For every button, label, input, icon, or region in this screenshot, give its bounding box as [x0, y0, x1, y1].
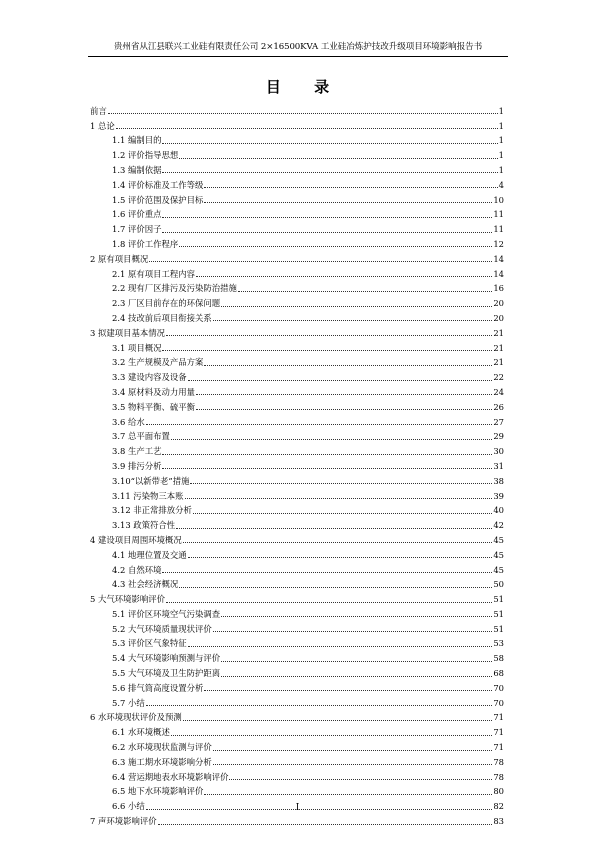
toc-entry-section[interactable] — [90, 457, 504, 472]
toc-dot-leader — [149, 261, 492, 262]
toc-entry-chapter[interactable] — [90, 812, 504, 827]
toc-dot-leader — [162, 454, 492, 455]
toc-entry-label: 1.5 评价范围及保护目标 — [112, 194, 204, 205]
toc-entry-label: 1.4 评价标准及工作等级 — [112, 179, 204, 190]
toc-entry-chapter[interactable] — [90, 102, 504, 117]
toc-dot-leader — [190, 483, 492, 484]
toc-entry-chapter[interactable] — [90, 250, 504, 265]
toc-entry-chapter[interactable] — [90, 324, 504, 339]
toc-entry-section[interactable] — [90, 649, 504, 664]
toc-entry-section[interactable] — [90, 620, 504, 635]
toc-entry-label: 3.7 总平面布置 — [112, 431, 170, 442]
toc-entry-page: 51 — [493, 594, 504, 605]
table-of-contents — [90, 102, 504, 827]
toc-entry-page: 70 — [493, 697, 504, 708]
toc-entry-label: 2.4 技改前后项目衔接关系 — [112, 312, 212, 323]
toc-dot-leader — [221, 676, 492, 677]
toc-entry-label: 3.13 政策符合性 — [112, 520, 176, 531]
toc-entry-page: 1 — [498, 105, 504, 116]
toc-entry-label: 3.3 建设内容及设备 — [112, 372, 187, 383]
toc-dot-leader — [213, 750, 493, 751]
toc-entry-label: 5.2 大气环境质量现状评价 — [112, 623, 212, 634]
toc-entry-label: 1.2 评价指导思想 — [112, 150, 179, 161]
toc-entry-page: 10 — [493, 194, 504, 205]
toc-entry-section[interactable] — [90, 768, 504, 783]
toc-entry-label: 2.2 现有厂区排污及污染防治措施 — [112, 283, 237, 294]
toc-entry-page: 71 — [493, 742, 504, 753]
toc-entry-page: 21 — [493, 357, 504, 368]
toc-entry-page: 21 — [493, 327, 504, 338]
toc-dot-leader — [204, 690, 492, 691]
toc-dot-leader — [238, 291, 492, 292]
toc-entry-page: 80 — [493, 786, 504, 797]
toc-entry-section[interactable] — [90, 635, 504, 650]
toc-entry-page: 38 — [493, 475, 504, 486]
toc-entry-label: 1.7 评价因子 — [112, 224, 162, 235]
toc-entry-section[interactable] — [90, 694, 504, 709]
toc-entry-label: 6.5 地下水环境影响评价 — [112, 786, 204, 797]
toc-entry-page: 82 — [493, 801, 504, 812]
toc-dot-leader — [196, 409, 492, 410]
toc-dot-leader — [213, 764, 493, 765]
toc-entry-label: 1 总论 — [90, 120, 115, 131]
toc-entry-page: 14 — [493, 268, 504, 279]
toc-dot-leader — [162, 172, 497, 173]
toc-entry-label: 5.6 排气筒高度设置分析 — [112, 682, 204, 693]
toc-entry-page: 30 — [493, 446, 504, 457]
toc-dot-leader — [204, 794, 492, 795]
toc-dot-leader — [196, 276, 492, 277]
toc-entry-label: 2.3 厂区目前存在的环保问题 — [112, 298, 221, 309]
toc-entry-label: 3.11 污染物三本账 — [112, 490, 184, 501]
toc-dot-leader — [162, 232, 492, 233]
toc-entry-section[interactable] — [90, 664, 504, 679]
toc-entry-page: 21 — [493, 342, 504, 353]
toc-entry-page: 50 — [493, 579, 504, 590]
toc-entry-section[interactable] — [90, 753, 504, 768]
toc-entry-page: 78 — [493, 756, 504, 767]
toc-entry-label: 3.2 生产规模及产品方案 — [112, 357, 204, 368]
toc-entry-page: 24 — [493, 386, 504, 397]
toc-entry-section[interactable] — [90, 146, 504, 161]
toc-dot-leader — [185, 498, 493, 499]
toc-entry-page: 70 — [493, 682, 504, 693]
toc-dot-leader — [166, 335, 492, 336]
toc-entry-section[interactable] — [90, 132, 504, 147]
toc-entry-chapter[interactable] — [90, 531, 504, 546]
toc-dot-leader — [188, 557, 493, 558]
toc-entry-section[interactable] — [90, 383, 504, 398]
toc-entry-label: 2 原有项目概况 — [90, 253, 149, 264]
toc-dot-leader — [183, 720, 493, 721]
running-header: 贵州省从江县联兴工业硅有限责任公司 2×16500KVA 工业硅冶炼护技改升级项目环境影响报告书 — [113, 42, 483, 52]
toc-entry-page: 45 — [493, 564, 504, 575]
toc-dot-leader — [146, 705, 493, 706]
toc-entry-page: 12 — [493, 238, 504, 249]
toc-dot-leader — [188, 646, 493, 647]
toc-entry-page: 45 — [493, 549, 504, 560]
toc-entry-label: 5 大气环境影响评价 — [90, 594, 165, 605]
toc-dot-leader — [179, 246, 492, 247]
toc-entry-page: 71 — [493, 727, 504, 738]
toc-entry-section[interactable] — [90, 265, 504, 280]
toc-entry-label: 5.1 评价区环境空气污染调查 — [112, 608, 221, 619]
toc-entry-label: 6 水环境现状评价及预测 — [90, 712, 182, 723]
toc-entry-label: 7 声环境影响评价 — [90, 816, 157, 827]
toc-entry-section[interactable] — [90, 487, 504, 502]
toc-entry-label: 5.5 大气环境及卫生防护距离 — [112, 668, 221, 679]
toc-entry-page: 68 — [493, 668, 504, 679]
toc-entry-page: 20 — [493, 298, 504, 309]
toc-entry-label: 3.6 给水 — [112, 416, 145, 427]
toc-dot-leader — [146, 424, 493, 425]
toc-entry-label: 3.5 物料平衡、硫平衡 — [112, 401, 195, 412]
toc-entry-page: 14 — [493, 253, 504, 264]
toc-entry-label: 6.3 施工期水环境影响分析 — [112, 756, 212, 767]
toc-entry-label: 4.3 社会经济概况 — [112, 579, 179, 590]
toc-entry-page: 51 — [493, 623, 504, 634]
toc-entry-page: 42 — [493, 520, 504, 531]
toc-entry-page: 29 — [493, 431, 504, 442]
toc-entry-section[interactable] — [90, 516, 504, 531]
toc-entry-label: 3.9 排污分析 — [112, 460, 162, 471]
toc-entry-label: 3.12 非正常排放分析 — [112, 505, 192, 516]
toc-entry-label: 4.1 地理位置及交通 — [112, 549, 187, 560]
page-number: I — [295, 803, 300, 813]
toc-entry-section[interactable] — [90, 679, 504, 694]
toc-dot-leader — [183, 542, 493, 543]
toc-entry-section[interactable] — [90, 309, 504, 324]
toc-entry-section[interactable] — [90, 398, 504, 413]
toc-entry-label: 4.2 自然环境 — [112, 564, 162, 575]
toc-title: 目 录 — [265, 78, 344, 96]
toc-dot-leader — [221, 306, 492, 307]
toc-entry-label: 1.3 编制依据 — [112, 164, 162, 175]
toc-entry-section[interactable] — [90, 220, 504, 235]
header-rule — [88, 56, 508, 57]
toc-entry-page: 1 — [498, 150, 504, 161]
toc-entry-section[interactable] — [90, 161, 504, 176]
toc-entry-page: 1 — [498, 135, 504, 146]
toc-dot-leader — [193, 513, 492, 514]
toc-entry-label: 3.4 原材料及动力用量 — [112, 386, 195, 397]
toc-entry-page: 27 — [493, 416, 504, 427]
toc-entry-section[interactable] — [90, 206, 504, 221]
toc-entry-page: 31 — [493, 460, 504, 471]
toc-entry-page: 1 — [498, 120, 504, 131]
toc-entry-label: 5.4 大气环境影响预测与评价 — [112, 653, 221, 664]
toc-dot-leader — [229, 779, 492, 780]
toc-entry-section[interactable] — [90, 413, 504, 428]
toc-dot-leader — [171, 439, 492, 440]
toc-entry-section[interactable] — [90, 502, 504, 517]
toc-entry-section[interactable] — [90, 368, 504, 383]
toc-entry-section[interactable] — [90, 723, 504, 738]
toc-entry-page: 4 — [498, 179, 504, 190]
toc-entry-section[interactable] — [90, 235, 504, 250]
toc-entry-section[interactable] — [90, 280, 504, 295]
toc-entry-page: 20 — [493, 312, 504, 323]
toc-dot-leader — [108, 113, 498, 114]
toc-entry-page: 11 — [493, 224, 504, 235]
toc-entry-section[interactable] — [90, 339, 504, 354]
toc-entry-page: 16 — [493, 283, 504, 294]
toc-entry-label: 5.3 评价区气象特征 — [112, 638, 187, 649]
toc-entry-label: 1.8 评价工作程序 — [112, 238, 179, 249]
toc-dot-leader — [221, 616, 492, 617]
toc-entry-section[interactable] — [90, 428, 504, 443]
toc-entry-section[interactable] — [90, 738, 504, 753]
toc-entry-label: 5.7 小结 — [112, 697, 145, 708]
toc-entry-label: 1.6 评价重点 — [112, 209, 162, 220]
toc-entry-section[interactable] — [90, 472, 504, 487]
toc-entry-page: 22 — [493, 372, 504, 383]
toc-entry-label: 3.10“以新带老”措施 — [112, 475, 190, 486]
toc-entry-label: 2.1 原有项目工程内容 — [112, 268, 195, 279]
toc-entry-label: 3.1 项目概况 — [112, 342, 162, 353]
toc-dot-leader — [162, 468, 492, 469]
toc-dot-leader — [179, 587, 492, 588]
toc-entry-page: 39 — [493, 490, 504, 501]
toc-dot-leader — [213, 631, 493, 632]
toc-entry-page: 26 — [493, 401, 504, 412]
toc-dot-leader — [204, 202, 492, 203]
toc-dot-leader — [213, 320, 493, 321]
toc-dot-leader — [158, 824, 493, 825]
toc-entry-section[interactable] — [90, 354, 504, 369]
toc-entry-section[interactable] — [90, 546, 504, 561]
toc-entry-label: 6.1 水环境概述 — [112, 727, 170, 738]
toc-entry-section[interactable] — [90, 191, 504, 206]
toc-entry-label: 3.8 生产工艺 — [112, 446, 162, 457]
toc-entry-chapter[interactable] — [90, 117, 504, 132]
toc-entry-page: 51 — [493, 608, 504, 619]
toc-entry-section[interactable] — [90, 442, 504, 457]
toc-entry-section[interactable] — [90, 294, 504, 309]
toc-entry-label: 6.4 营运期地表水环境影响评价 — [112, 771, 229, 782]
toc-dot-leader — [179, 158, 497, 159]
toc-entry-page: 11 — [493, 209, 504, 220]
toc-dot-leader — [221, 661, 492, 662]
toc-entry-section[interactable] — [90, 783, 504, 798]
toc-dot-leader — [162, 217, 492, 218]
toc-entry-label: 6.6 小结 — [112, 801, 145, 812]
toc-entry-page: 40 — [493, 505, 504, 516]
toc-dot-leader — [204, 187, 497, 188]
toc-entry-section[interactable] — [90, 576, 504, 591]
toc-entry-page: 45 — [493, 534, 504, 545]
toc-dot-leader — [176, 528, 492, 529]
toc-dot-leader — [116, 128, 498, 129]
toc-entry-chapter[interactable] — [90, 590, 504, 605]
toc-dot-leader — [188, 380, 493, 381]
toc-dot-leader — [204, 365, 492, 366]
toc-entry-section[interactable] — [90, 561, 504, 576]
toc-entry-chapter[interactable] — [90, 709, 504, 724]
toc-dot-leader — [162, 350, 492, 351]
toc-entry-page: 78 — [493, 771, 504, 782]
toc-dot-leader — [162, 572, 492, 573]
toc-entry-label: 3 拟建项目基本情况 — [90, 327, 165, 338]
toc-entry-section[interactable] — [90, 605, 504, 620]
toc-dot-leader — [171, 735, 492, 736]
toc-entry-page: 53 — [493, 638, 504, 649]
toc-entry-page: 1 — [498, 164, 504, 175]
toc-entry-page: 83 — [493, 816, 504, 827]
toc-dot-leader — [162, 143, 497, 144]
toc-entry-label: 4 建设项目周围环境概况 — [90, 534, 182, 545]
toc-entry-page: 58 — [493, 653, 504, 664]
toc-entry-page: 71 — [493, 712, 504, 723]
toc-entry-label: 前言 — [90, 105, 107, 116]
toc-dot-leader — [166, 602, 492, 603]
toc-dot-leader — [196, 394, 492, 395]
toc-entry-section[interactable] — [90, 176, 504, 191]
toc-entry-label: 6.2 水环境现状监测与评价 — [112, 742, 212, 753]
toc-entry-label: 1.1 编制目的 — [112, 135, 162, 146]
